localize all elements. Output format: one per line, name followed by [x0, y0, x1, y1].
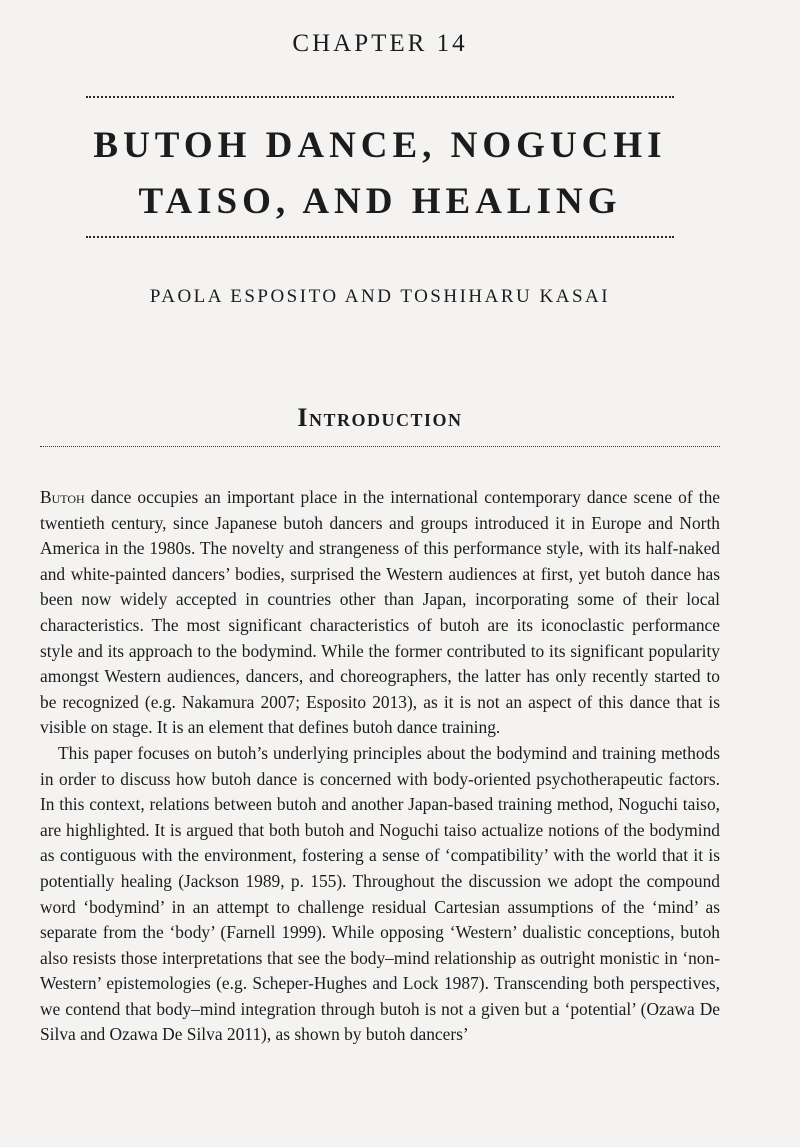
paragraph-1-text: dance occupies an important place in the international contemporary dance scene of the twentieth century, since Japanese butoh dancers and groups introduced it in Europe and North America in the 1980s. The novelty and strangeness of this performance style, with its half-naked and white-painted dancers’ bodies, surprised the Western audiences at first, yet butoh dance has been now widely accepted in countries other than Japan, incorporating some of their local characteristics. The most significant characteristics of butoh are its iconoclastic performance style and its approach to the bodymind. While the former contributed to its significant popularity amongst Western audiences, dancers, and choreographers, the latter has only recently started to be recognized (e.g. Nakamura 2007; Esposito 2013), as it is not an aspect of this dance that is visible on stage. It is an element that defines butoh dance training. [40, 487, 720, 738]
paragraph-1 [40, 485, 720, 741]
section-heading: Introduction [297, 403, 463, 432]
dotted-rule-top [86, 96, 674, 98]
chapter-title-line-2: TAISO, AND HEALING [138, 181, 622, 222]
chapter-authors: PAOLA ESPOSITO AND TOSHIHARU KASAI [149, 286, 611, 307]
paragraph-2: This paper focuses on butoh’s underlying principles about the bodymind and training methods in order to discuss how butoh dance is concerned with body-oriented psychotherapeutic factors. In this context, relations between butoh and another Japan-based training method, Noguchi taiso, are highlighted. It is argued that both butoh and Noguchi taiso actualize notions of the bodymind as contiguous with the environment, fostering a sense of ‘compatibility’ with the world that it is potentially healing (Jackson 1989, p. 155). Throughout the discussion we adopt the compound word ‘bodymind’ in an attempt to challenge residual Cartesian assumptions of the ‘mind’ as separate from the ‘body’ (Farnell 1999). While opposing ‘Western’ dualistic conceptions, butoh also resists those interpretations that see the body–mind relationship as outright monistic in ‘non-Western’ epistemologies (e.g. Scheper-Hughes and Lock 1987). Transcending both perspectives, we contend that body–mind integration through butoh is not a given but a ‘potential’ (Ozawa De Silva and Ozawa De Silva 2011), as shown by butoh dancers’ [40, 742, 720, 1045]
body-text [40, 485, 720, 1048]
paragraph-1-lead-word: Butoh [40, 487, 85, 507]
dotted-rule-section [40, 446, 720, 447]
chapter-title-line-1: BUTOH DANCE, NOGUCHI [93, 125, 667, 166]
chapter-title [60, 118, 700, 230]
dotted-rule-bottom [86, 236, 674, 238]
chapter-label: CHAPTER 14 [292, 30, 468, 57]
